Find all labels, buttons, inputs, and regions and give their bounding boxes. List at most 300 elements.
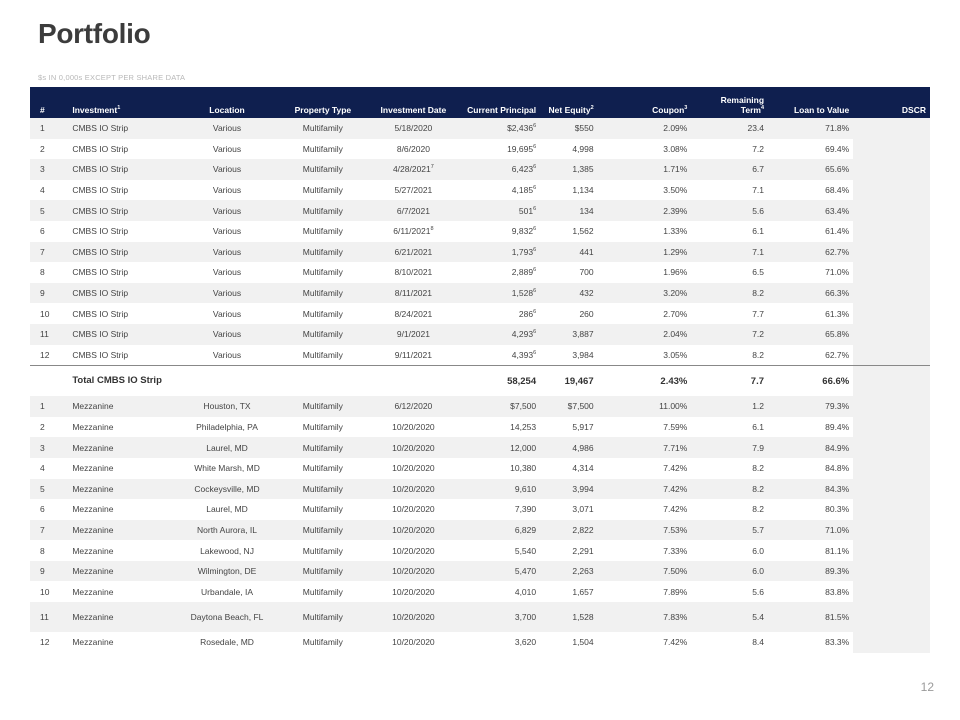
cell-current-principal-value: 9,832 (511, 226, 534, 237)
table-row (30, 581, 930, 602)
cell-investment-date (367, 602, 461, 632)
cell-total-ltv-value: 66.6% (822, 375, 850, 387)
cell-current-principal-value: 4,293 (511, 329, 534, 340)
cell-ltv-value: 89.4% (825, 422, 850, 433)
cell-coupon (598, 262, 692, 283)
cell-investment (68, 200, 175, 221)
cell-investment-value: CMBS IO Strip (72, 267, 129, 278)
cell-current-principal-value: 6,829 (514, 524, 537, 535)
footnote-marker: 6 (533, 144, 537, 151)
cell-current-principal (460, 345, 540, 366)
cell-location (175, 632, 279, 653)
cell-property-type-value: Multifamily (302, 226, 343, 237)
cell-remaining-term-value: 6.1 (752, 422, 765, 433)
cell-remaining-term-value: 6.1 (752, 226, 765, 237)
cell-num-value: 7 (40, 524, 45, 535)
cell-ltv (768, 540, 853, 561)
cell-remaining-term (691, 324, 768, 345)
cell-ltv (768, 396, 853, 417)
cell-ltv (768, 242, 853, 263)
cell-current-principal-value: 1,793 (511, 246, 534, 257)
cell-investment-date-value: 10/20/2020 (392, 442, 435, 453)
cell-dscr (853, 283, 930, 304)
footnote-marker: 6 (533, 164, 537, 171)
cell-investment-value: CMBS IO Strip (72, 288, 129, 299)
cell-location (175, 283, 279, 304)
cell-ltv (768, 581, 853, 602)
cell-total-equity (540, 366, 598, 397)
cell-remaining-term-value: 8.2 (752, 483, 765, 494)
cell-dscr (853, 118, 930, 139)
cell-investment-date-value: 10/20/2020 (392, 566, 435, 577)
cell-investment-value: CMBS IO Strip (72, 329, 129, 340)
cell-num (30, 345, 68, 366)
cell-dscr (853, 417, 930, 438)
cell-ltv-value: 84.8% (825, 463, 850, 474)
cell-property-type-value: Multifamily (302, 612, 343, 623)
cell-investment-date-value: 10/20/2020 (392, 483, 435, 494)
cell-investment-value: CMBS IO Strip (72, 143, 129, 154)
cell-property-type-value: Multifamily (302, 545, 343, 556)
cell-property-type-value: Multifamily (302, 637, 343, 648)
cell-coupon (598, 283, 692, 304)
cell-dscr (853, 324, 930, 345)
cell-investment-value: CMBS IO Strip (72, 226, 129, 237)
cell-investment-value: CMBS IO Strip (72, 123, 129, 134)
cell-investment-date (367, 200, 461, 221)
cell-location-value: White Marsh, MD (194, 463, 260, 474)
cell-coupon-value: 7.42% (663, 504, 688, 515)
cell-ltv-value: 83.8% (825, 586, 850, 597)
cell-total-principal (460, 366, 540, 397)
cell-property-type-value: Multifamily (302, 422, 343, 433)
cell-ltv (768, 499, 853, 520)
cell-ltv (768, 159, 853, 180)
cell-property-type (279, 540, 366, 561)
cell-net-equity-value: 260 (579, 308, 594, 319)
cell-num (30, 561, 68, 582)
cell-remaining-term-value: 7.2 (752, 329, 765, 340)
cell-remaining-term-value: 8.2 (752, 463, 765, 474)
table-row (30, 262, 930, 283)
cell-location (175, 262, 279, 283)
cell-investment-date-value: 10/20/2020 (392, 504, 435, 515)
cell-investment (68, 632, 175, 653)
cell-coupon-value: 7.59% (663, 422, 688, 433)
cell-current-principal-value: 4,010 (514, 586, 537, 597)
cell-remaining-term-value: 6.7 (752, 164, 765, 175)
cell-investment-date-value: 5/18/2020 (394, 123, 433, 134)
cell-investment-date (367, 262, 461, 283)
cell-dscr (853, 159, 930, 180)
cell-current-principal-value: 19,695 (507, 143, 534, 154)
cell-num-value: 9 (40, 566, 45, 577)
cell-net-equity-value: 2,263 (572, 566, 594, 577)
cell-dscr (853, 200, 930, 221)
cell-num (30, 520, 68, 541)
cell-investment-date-value: 10/20/2020 (392, 524, 435, 535)
cell-coupon (598, 540, 692, 561)
cell-remaining-term-value: 5.7 (752, 524, 765, 535)
cell-location (175, 417, 279, 438)
cell-investment-date-value: 8/6/2020 (396, 143, 430, 154)
cell-investment-date-value: 8/10/2021 (394, 267, 433, 278)
cell-num-value: 2 (40, 422, 45, 433)
cell-coupon-value: 7.42% (663, 463, 688, 474)
footnote-marker: 3 (684, 105, 688, 112)
cell-total-label-value: Total CMBS IO Strip (72, 375, 162, 387)
cell-coupon-value: 3.50% (663, 185, 688, 196)
cell-net-equity-value: 1,134 (572, 185, 594, 196)
cell-current-principal (460, 581, 540, 602)
cell-net-equity-value: 432 (579, 288, 594, 299)
cell-remaining-term (691, 303, 768, 324)
table-body (30, 118, 930, 653)
table-row (30, 200, 930, 221)
cell-ltv-value: 81.1% (825, 545, 850, 556)
cell-investment-date-value: 5/27/2021 (394, 185, 433, 196)
cell-total-equity-value: 19,467 (564, 375, 594, 387)
cell-remaining-term-value: 7.9 (752, 442, 765, 453)
footnote-marker: 1 (117, 105, 121, 112)
cell-dscr (853, 345, 930, 366)
cell-coupon (598, 561, 692, 582)
footnote-marker: 4 (760, 105, 765, 112)
cell-property-type (279, 303, 366, 324)
cell-num (30, 200, 68, 221)
cell-investment-value: CMBS IO Strip (72, 164, 129, 175)
cell-investment-value: Mezzanine (72, 637, 114, 648)
cell-dscr (853, 632, 930, 653)
cell-num (30, 242, 68, 263)
cell-property-type (279, 520, 366, 541)
cell-coupon-value: 1.33% (663, 226, 688, 237)
cell-property-type-value: Multifamily (302, 164, 343, 175)
cell-investment-date-value: 6/21/2021 (394, 246, 433, 257)
cell-investment (68, 602, 175, 632)
cell-ltv (768, 118, 853, 139)
cell-investment-date-value: 10/20/2020 (392, 637, 435, 648)
cell-location (175, 458, 279, 479)
cell-coupon (598, 118, 692, 139)
cell-current-principal-value: 1,528 (511, 288, 534, 299)
cell-property-type-value: Multifamily (302, 185, 343, 196)
cell-current-principal (460, 283, 540, 304)
table-row (30, 396, 930, 417)
table-row (30, 242, 930, 263)
cell-investment (68, 417, 175, 438)
cell-property-type (279, 417, 366, 438)
cell-net-equity-value: 1,528 (572, 612, 594, 623)
cell-num-value: 10 (40, 586, 50, 597)
cell-coupon (598, 437, 692, 458)
footnote-marker: 6 (533, 350, 537, 356)
cell-investment-value: Mezzanine (72, 422, 114, 433)
table-row (30, 520, 930, 541)
cell-num-value: 3 (40, 164, 45, 175)
table-row (30, 283, 930, 304)
cell-current-principal-value: $2,436 (507, 123, 534, 134)
cell-investment-date-value: 10/20/2020 (392, 463, 435, 474)
cell-current-principal-value: 9,610 (514, 483, 537, 494)
table-row (30, 303, 930, 324)
cell-investment-value: Mezzanine (72, 586, 114, 597)
cell-empty (367, 366, 461, 397)
cell-location-value: Cockeysville, MD (194, 483, 260, 494)
cell-investment-value: Mezzanine (72, 566, 114, 577)
cell-current-principal (460, 242, 540, 263)
cell-property-type-value: Multifamily (302, 442, 343, 453)
cell-location (175, 561, 279, 582)
cell-property-type (279, 283, 366, 304)
cell-location (175, 479, 279, 500)
cell-ltv (768, 262, 853, 283)
cell-investment-date (367, 221, 461, 242)
cell-coupon-value: 3.20% (663, 288, 688, 299)
cell-ltv (768, 520, 853, 541)
cell-net-equity (540, 581, 598, 602)
cell-investment (68, 437, 175, 458)
cell-remaining-term (691, 632, 768, 653)
header-net-equity (540, 87, 598, 118)
cell-remaining-term (691, 602, 768, 632)
header-investment-date: Investment Date (367, 87, 461, 118)
cell-location-value: Various (212, 308, 242, 319)
cell-net-equity (540, 437, 598, 458)
cell-investment-value: Mezzanine (72, 524, 114, 535)
cell-location (175, 499, 279, 520)
cell-investment-date (367, 458, 461, 479)
cell-location-value: Various (212, 349, 242, 360)
cell-net-equity-value: 1,385 (572, 164, 594, 175)
cell-net-equity-value: $550 (574, 123, 594, 134)
cell-remaining-term (691, 159, 768, 180)
cell-location-value: Rosedale, MD (200, 637, 254, 648)
cell-current-principal (460, 632, 540, 653)
cell-remaining-term (691, 561, 768, 582)
cell-net-equity (540, 479, 598, 500)
footnote-marker: 2 (590, 105, 594, 112)
cell-investment-date-value: 10/20/2020 (392, 545, 435, 556)
cell-remaining-term (691, 458, 768, 479)
cell-ltv (768, 632, 853, 653)
cell-num (30, 499, 68, 520)
cell-num-value: 12 (40, 349, 50, 360)
cell-net-equity (540, 602, 598, 632)
cell-current-principal-value: 286 (518, 308, 534, 319)
cell-investment-value: Mezzanine (72, 545, 114, 556)
cell-property-type-value: Multifamily (302, 329, 343, 340)
cell-property-type (279, 180, 366, 201)
cell-remaining-term (691, 417, 768, 438)
cell-total-ltv (768, 366, 853, 397)
cell-num-value: 3 (40, 442, 45, 453)
cell-net-equity-value: 700 (579, 267, 594, 278)
cell-total-coupon-value: 2.43% (660, 375, 688, 387)
cell-num-value: 7 (40, 246, 45, 257)
cell-coupon-value: 2.39% (663, 205, 688, 216)
cell-ltv-value: 83.3% (825, 637, 850, 648)
cell-num (30, 540, 68, 561)
table-row (30, 118, 930, 139)
cell-dscr (853, 458, 930, 479)
cell-num (30, 437, 68, 458)
cell-property-type (279, 345, 366, 366)
cell-ltv-value: 65.8% (825, 329, 850, 340)
cell-net-equity (540, 221, 598, 242)
header-ltv: Loan to Value (768, 87, 853, 118)
cell-remaining-term-value: 5.6 (752, 205, 765, 216)
cell-dscr (853, 242, 930, 263)
cell-coupon-value: 7.33% (663, 545, 688, 556)
cell-location-value: Various (212, 226, 242, 237)
cell-net-equity (540, 262, 598, 283)
cell-property-type (279, 602, 366, 632)
cell-property-type-value: Multifamily (302, 349, 343, 360)
footnote-marker: 6 (533, 308, 537, 315)
cell-current-principal (460, 479, 540, 500)
cell-property-type-value: Multifamily (302, 483, 343, 494)
header-investment (68, 87, 175, 118)
cell-investment-date (367, 396, 461, 417)
header-dscr: DSCR (853, 87, 930, 118)
cell-investment-date-value: 6/7/2021 (396, 205, 430, 216)
header-coupon-label: Coupon (652, 105, 685, 115)
cell-coupon (598, 520, 692, 541)
cell-investment-date (367, 118, 461, 139)
cell-num-value: 11 (40, 612, 49, 623)
cell-investment-date (367, 345, 461, 366)
cell-location-value: Various (212, 246, 242, 257)
cell-location-value: Philadelphia, PA (196, 422, 258, 433)
cell-num (30, 303, 68, 324)
cell-current-principal (460, 139, 540, 160)
table-row (30, 417, 930, 438)
cell-ltv (768, 417, 853, 438)
cell-investment-value: Mezzanine (72, 504, 114, 515)
cell-investment-date (367, 581, 461, 602)
header-remaining-term-label: Remaining Term (720, 95, 765, 115)
cell-ltv-value: 66.3% (825, 288, 850, 299)
cell-net-equity-value: 1,504 (572, 637, 594, 648)
cell-location (175, 242, 279, 263)
cell-num-value: 1 (40, 123, 45, 134)
cell-location-value: Various (212, 288, 242, 299)
cell-investment-value: CMBS IO Strip (72, 246, 129, 257)
cell-investment-date-value: 10/20/2020 (392, 586, 435, 597)
cell-location (175, 159, 279, 180)
cell-location (175, 437, 279, 458)
cell-num (30, 221, 68, 242)
table-row (30, 180, 930, 201)
cell-current-principal (460, 303, 540, 324)
cell-location-value: Lakewood, NJ (200, 545, 254, 556)
cell-remaining-term-value: 5.4 (752, 612, 765, 623)
cell-location-value: Various (212, 205, 242, 216)
cell-location-value: Laurel, MD (206, 442, 248, 453)
cell-dscr (853, 540, 930, 561)
page-title: Portfolio (38, 18, 151, 49)
cell-investment-value: CMBS IO Strip (72, 308, 129, 319)
table-row (30, 159, 930, 180)
cell-property-type-value: Multifamily (302, 246, 343, 257)
cell-current-principal (460, 540, 540, 561)
cell-current-principal (460, 417, 540, 438)
cell-net-equity (540, 180, 598, 201)
cell-ltv (768, 200, 853, 221)
cell-dscr (853, 221, 930, 242)
cell-net-equity (540, 632, 598, 653)
cell-property-type-value: Multifamily (302, 524, 343, 535)
cell-num-value: 12 (40, 637, 50, 648)
cell-remaining-term-value: 7.2 (752, 143, 765, 154)
cell-ltv (768, 602, 853, 632)
table-row (30, 479, 930, 500)
cell-coupon (598, 180, 692, 201)
cell-remaining-term (691, 139, 768, 160)
cell-net-equity-value: $7,500 (567, 401, 594, 412)
header-coupon (598, 87, 692, 118)
cell-remaining-term (691, 520, 768, 541)
cell-net-equity (540, 396, 598, 417)
cell-current-principal-value: 501 (518, 205, 534, 216)
cell-coupon (598, 324, 692, 345)
cell-investment-value: Mezzanine (72, 463, 114, 474)
cell-current-principal-value: 5,540 (514, 545, 537, 556)
cell-investment (68, 118, 175, 139)
cell-property-type (279, 118, 366, 139)
cell-property-type-value: Multifamily (302, 288, 343, 299)
header-remaining-term (691, 87, 768, 118)
cell-net-equity (540, 540, 598, 561)
header-num: # (30, 87, 68, 118)
cell-investment (68, 345, 175, 366)
cell-location-value: Wilmington, DE (197, 566, 257, 577)
cell-net-equity (540, 499, 598, 520)
portfolio-table-container (30, 87, 930, 653)
cell-remaining-term-value: 1.2 (752, 401, 765, 412)
table-row (30, 458, 930, 479)
cell-property-type (279, 242, 366, 263)
header-investment-label: Investment (72, 105, 118, 115)
table-row (30, 561, 930, 582)
cell-net-equity (540, 139, 598, 160)
cell-investment (68, 283, 175, 304)
cell-investment (68, 262, 175, 283)
cell-remaining-term (691, 262, 768, 283)
cell-investment (68, 561, 175, 582)
cell-coupon-value: 7.42% (663, 483, 688, 494)
cell-coupon-value: 1.29% (663, 246, 688, 257)
cell-remaining-term-value: 7.1 (752, 185, 765, 196)
cell-property-type-value: Multifamily (302, 205, 343, 216)
cell-remaining-term (691, 345, 768, 366)
cell-remaining-term (691, 479, 768, 500)
cell-dscr (853, 499, 930, 520)
cell-dscr (853, 520, 930, 541)
cell-investment-date (367, 540, 461, 561)
portfolio-table (30, 87, 930, 653)
cell-investment-date (367, 632, 461, 653)
cell-dscr (853, 602, 930, 632)
cell-coupon (598, 221, 692, 242)
cell-coupon (598, 458, 692, 479)
cell-dscr (853, 139, 930, 160)
cell-coupon-value: 3.08% (663, 143, 688, 154)
cell-investment-date (367, 499, 461, 520)
table-row (30, 540, 930, 561)
cell-remaining-term (691, 581, 768, 602)
